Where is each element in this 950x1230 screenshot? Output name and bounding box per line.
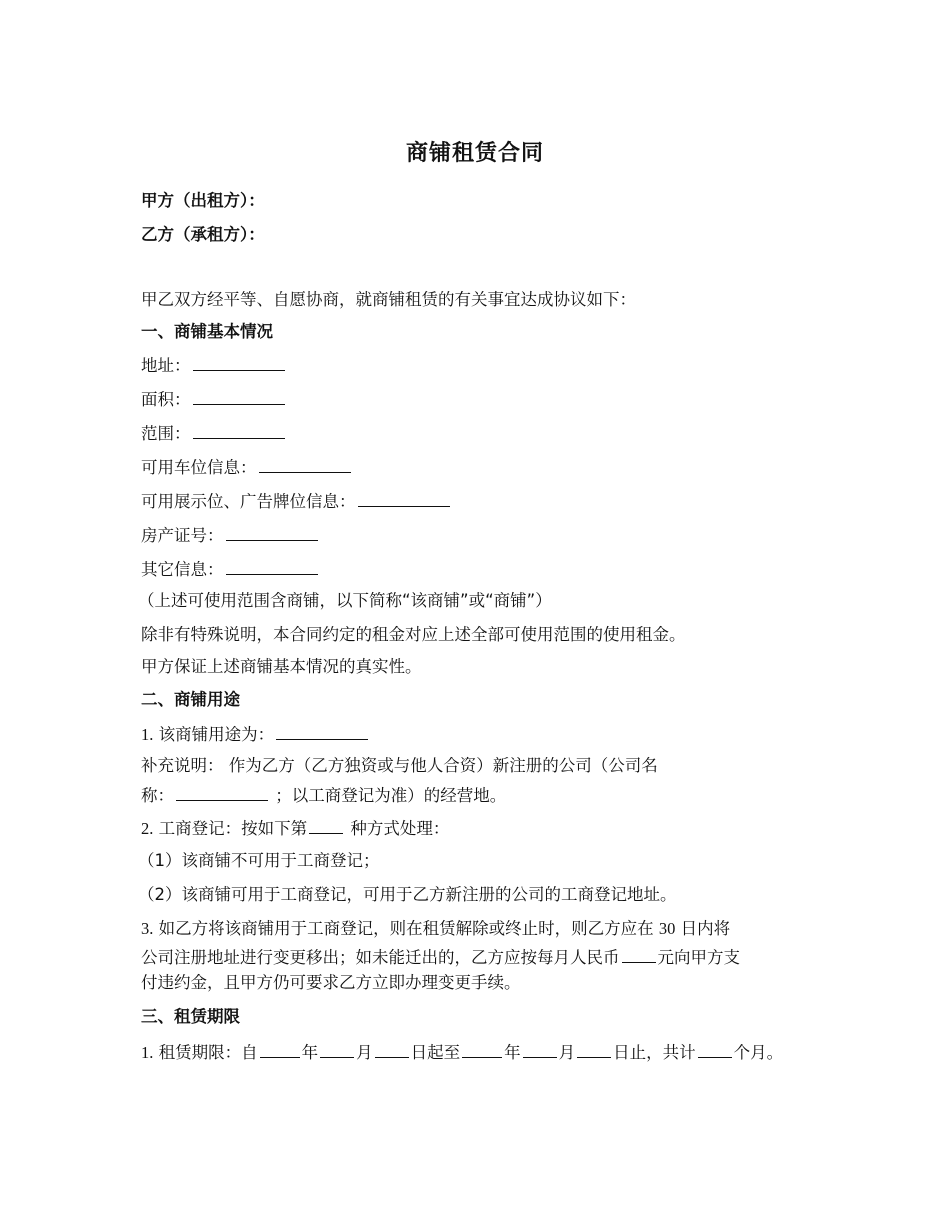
area-label: 面积：: [141, 390, 191, 409]
section-1-heading: 一、商铺基本情况: [141, 322, 273, 341]
supplement-line-2: [141, 783, 506, 807]
cert-blank: [226, 523, 318, 541]
registration-item-number: 2.: [141, 819, 154, 838]
cert-field: [141, 523, 320, 547]
area-field: [141, 387, 287, 411]
usage-item-number: 1.: [141, 725, 154, 744]
other-label: 其它信息：: [141, 560, 224, 579]
registration-tail: 种方式处理：: [345, 819, 450, 838]
deregistration-item-number: 3.: [141, 919, 154, 938]
start-month-blank: [320, 1040, 354, 1058]
end-day-label: 日止，共计: [613, 1043, 696, 1062]
end-month-label: 月: [558, 1043, 576, 1062]
start-year-blank: [260, 1040, 300, 1058]
scope-field: [141, 421, 287, 445]
supplement-tail: ；以工商登记为准）的经营地。: [270, 786, 507, 805]
address-label: 地址：: [141, 356, 191, 375]
scope-label: 范围：: [141, 424, 191, 443]
registration-method-blank: [309, 816, 343, 834]
address-blank: [193, 353, 285, 371]
section-3-heading: 三、租赁期限: [141, 1007, 240, 1026]
page-title: 商铺租赁合同: [405, 141, 544, 166]
option-2: （2）该商铺可用于工商登记，可用于乙方新注册的公司的工商登记地址。: [138, 885, 677, 904]
usage-blank: [276, 722, 368, 740]
lease-term-label: 租赁期限：自: [153, 1043, 258, 1062]
start-day-blank: [375, 1040, 409, 1058]
registration-item: [141, 816, 449, 840]
area-blank: [193, 387, 285, 405]
start-day-label: 日起至: [410, 1043, 461, 1062]
deregistration-text-b: 日内将: [675, 919, 731, 938]
start-month-label: 月: [356, 1043, 373, 1062]
penalty-text-a: 公司注册地址进行变更移出；如未能迁出的，乙方应按每月人民币: [141, 948, 620, 967]
deregistration-text-a: 如乙方将该商铺用于工商登记，则在租赁解除或终止时，则乙方应在: [153, 919, 659, 938]
section-2-heading: 二、商铺用途: [141, 690, 240, 709]
start-year-label: 年: [301, 1043, 319, 1062]
registration-label: 工商登记：按如下第: [153, 819, 308, 838]
lease-term-item: [141, 1040, 783, 1064]
rent-note: 除非有特殊说明，本合同约定的租金对应上述全部可使用范围的使用租金。: [141, 625, 686, 644]
lease-term-item-number: 1.: [141, 1043, 154, 1062]
usage-field: [141, 722, 370, 746]
usage-label: 该商铺用途为：: [153, 725, 275, 744]
end-day-blank: [577, 1040, 611, 1058]
scope-note: （上述可使用范围含商铺，以下简称“该商铺”或“商铺”）: [138, 591, 552, 610]
deregistration-line-3: 付违约金，且甲方仍可要求乙方立即办理变更手续。: [141, 973, 521, 992]
deregistration-days: 30: [658, 919, 676, 938]
parking-field: [141, 455, 353, 479]
other-field: [141, 557, 320, 581]
address-field: [141, 353, 287, 377]
parking-blank: [259, 455, 351, 473]
guarantee-note: 甲方保证上述商铺基本情况的真实性。: [141, 657, 422, 676]
end-year-blank: [462, 1040, 502, 1058]
parking-label: 可用车位信息：: [141, 458, 257, 477]
scope-blank: [193, 421, 285, 439]
total-months-blank: [698, 1040, 732, 1058]
end-year-label: 年: [504, 1043, 521, 1062]
total-months-label: 个月。: [733, 1043, 784, 1062]
other-blank: [226, 557, 318, 575]
display-field: [141, 489, 452, 513]
party-a-label: 甲方（出租方）：: [141, 191, 265, 210]
supplement-line-1: 补充说明： 作为乙方（乙方独资或与他人合资）新注册的公司（公司名: [141, 756, 658, 775]
company-name-blank: [176, 783, 268, 801]
penalty-amount-blank: [622, 945, 656, 963]
deregistration-line-1: [141, 918, 730, 940]
intro-paragraph: 甲乙双方经平等、自愿协商，就商铺租赁的有关事宜达成协议如下：: [141, 290, 636, 309]
party-b-label: 乙方（承租方）：: [141, 225, 265, 244]
deregistration-line-2: [141, 945, 740, 969]
company-name-label: 称：: [141, 786, 174, 805]
penalty-text-b: 元向甲方支: [657, 948, 740, 967]
end-month-blank: [523, 1040, 557, 1058]
option-1: （1）该商铺不可用于工商登记；: [138, 851, 380, 870]
cert-label: 房产证号：: [141, 526, 224, 545]
display-label: 可用展示位、广告牌位信息：: [141, 492, 356, 511]
display-blank: [358, 489, 450, 507]
